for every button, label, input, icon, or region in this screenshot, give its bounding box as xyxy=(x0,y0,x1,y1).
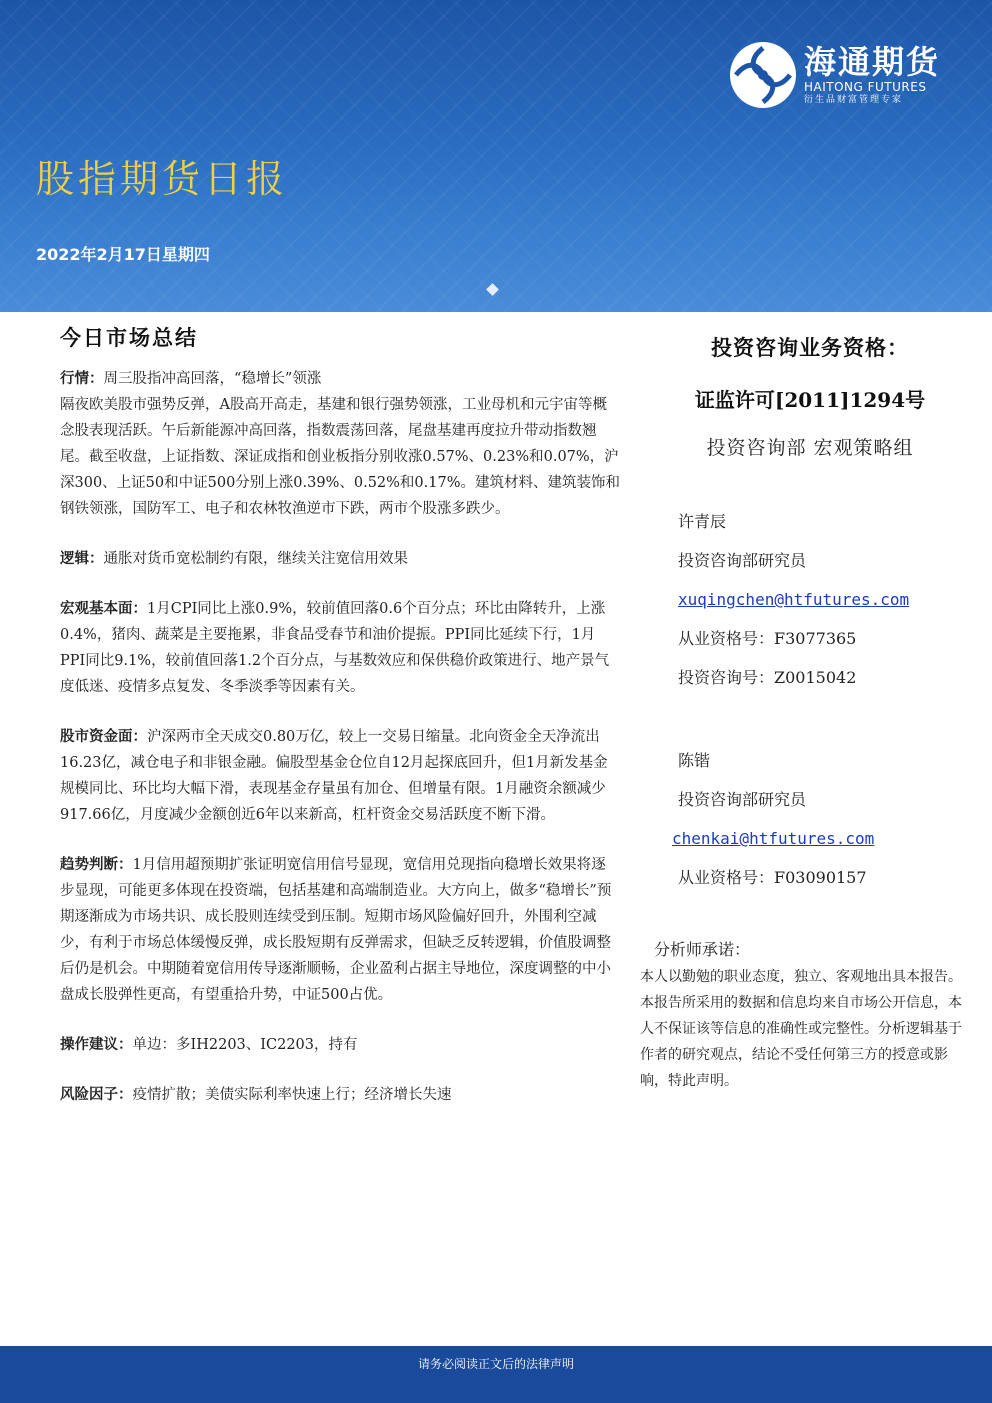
logo-chinese-name: 海通期货 xyxy=(803,43,940,81)
risk-text: 疫情扩散；美债实际利率快速上行；经济增长失速 xyxy=(132,1087,452,1103)
funds-text: 沪深两市全天成交0.80万亿，较上一交易日缩量。北向资金全天净流出16.23亿，减仓电子和非银金融。偏股型基金仓位自12月起探底回升，但1月新发基金规模同比、环比均大幅下滑，表现基金存量虽有加仓、但增量有限。1月融资余额减少917.66亿，月度减少金额创近6年以来新高，杠杆资金交易活跃度不断下滑。 xyxy=(60,729,608,823)
advice-paragraph xyxy=(60,1032,620,1058)
analyst-role: 投资咨询部研究员 xyxy=(678,790,807,809)
legal-notice: 请务必阅读正文后的法律声明 xyxy=(417,1357,574,1371)
logic-text: 通胀对货币宽松制约有限，继续关注宽信用效果 xyxy=(103,551,408,567)
analyst-consult-number: 投资咨询号：Z0015042 xyxy=(678,668,857,687)
logo-english-name: HAITONG FUTURES xyxy=(803,80,927,94)
analyst-cert-number: 从业资格号：F03090157 xyxy=(678,868,867,887)
logic-label: 逻辑： xyxy=(60,551,104,567)
logo-slogan: 衍生品财富管理专家 xyxy=(803,95,903,105)
analyst-role: 投资咨询部研究员 xyxy=(678,551,807,570)
department: 投资咨询部 宏观策略组 xyxy=(706,437,914,459)
analyst-email-link[interactable]: chenkai@htfutures.com xyxy=(672,829,875,848)
macro-paragraph xyxy=(60,596,620,700)
funds-label: 股市资金面： xyxy=(60,729,147,745)
advice-text: 单边：多IH2203、IC2203，持有 xyxy=(132,1037,358,1053)
macro-label: 宏观基本面： xyxy=(60,601,147,617)
report-date: 2022年2月17日星期四 xyxy=(36,245,210,264)
report-title: 股指期货日报 xyxy=(36,157,289,201)
macro-text: 1月CPI同比上涨0.9%，较前值回落0.6个百分点；环比由降转升，上涨0.4%，猪肉、蔬菜是主要拖累，非食品受春节和油价提振。PPI同比延续下行，1月PPI同比9.1%，较前值回落1.2个百分点，与基数效应和保供稳价政策进行、地产景气度低迷、疫情多点复发、冬季淡季等因素有关。 xyxy=(60,601,610,695)
header-banner xyxy=(0,0,992,312)
analyst-name: 陈锴 xyxy=(678,751,711,770)
sidebar xyxy=(640,320,980,1094)
promise-text: 本人以勤勉的职业态度，独立、客观地出具本报告。本报告所采用的数据和信息均来自市场公开信息，本人不保证该等信息的准确性或完整性。分析逻辑基于作者的研究观点，结论不受任何第三方的授意或影响，特此声明。 xyxy=(640,969,962,1089)
company-logo xyxy=(728,40,940,110)
trend-label: 趋势判断： xyxy=(60,857,133,873)
analyst-cert-number: 从业资格号：F3077365 xyxy=(678,629,857,648)
qualification-title: 投资咨询业务资格： xyxy=(711,335,909,360)
market-summary xyxy=(60,320,620,1108)
haitong-logo-icon xyxy=(728,40,798,110)
market-label: 行情： xyxy=(60,371,104,387)
logic-paragraph xyxy=(60,546,620,572)
risk-paragraph xyxy=(60,1082,620,1108)
analyst-card-1 xyxy=(678,502,980,697)
analyst-card-2 xyxy=(672,741,980,897)
footer-banner xyxy=(0,1346,992,1403)
market-headline xyxy=(60,366,620,392)
trend-paragraph xyxy=(60,852,620,1008)
license-number: 证监许可[2011]1294号 xyxy=(694,388,926,412)
trend-text: 1月信用超预期扩张证明宽信用信号显现，宽信用兑现指向稳增长效果将逐步显现，可能更多体现在投资端，包括基建和高端制造业。大方向上，做多“稳增长”预期逐渐成为市场共识、成长股则连续受到压制。短期市场风险偏好回升，外围利空减少，有利于市场总体缓慢反弹，成长股短期有反弹需求，但缺乏反转逻辑，价值股调整后仍是机会。中期随着宽信用传导逐渐顺畅，企业盈利占据主导地位，深度调整的中小盘成长股弹性更高，有望重拾升势，中证500占优。 xyxy=(60,857,612,1003)
funds-paragraph xyxy=(60,724,620,828)
section-heading: 今日市场总结 xyxy=(60,325,198,350)
advice-label: 操作建议： xyxy=(60,1037,133,1053)
analyst-name: 许青辰 xyxy=(678,512,727,531)
market-body: 隔夜欧美股市强势反弹，A股高开高走，基建和银行强势领涨，工业母机和元宇宙等概念股表现活跃。午后新能源冲高回落，指数震荡回落，尾盘基建再度拉升带动指数翘尾。截至收盘，上证指数、深证成指和创业板指分别收涨0.57%、0.23%和0.07%，沪深300、上证50和中证500分别上涨0.39%、0.52%和0.17%。建筑材料、建筑装饰和钢铁领涨，国防军工、电子和农林牧渔逆市下跌，两市个股涨多跌少。 xyxy=(60,397,620,517)
analyst-email-link[interactable]: xuqingchen@htfutures.com xyxy=(678,590,910,609)
market-headline-text: 周三股指冲高回落，“稳增长”领涨 xyxy=(103,371,322,387)
promise-title: 分析师承诺： xyxy=(654,940,751,959)
risk-label: 风险因子： xyxy=(60,1087,133,1103)
